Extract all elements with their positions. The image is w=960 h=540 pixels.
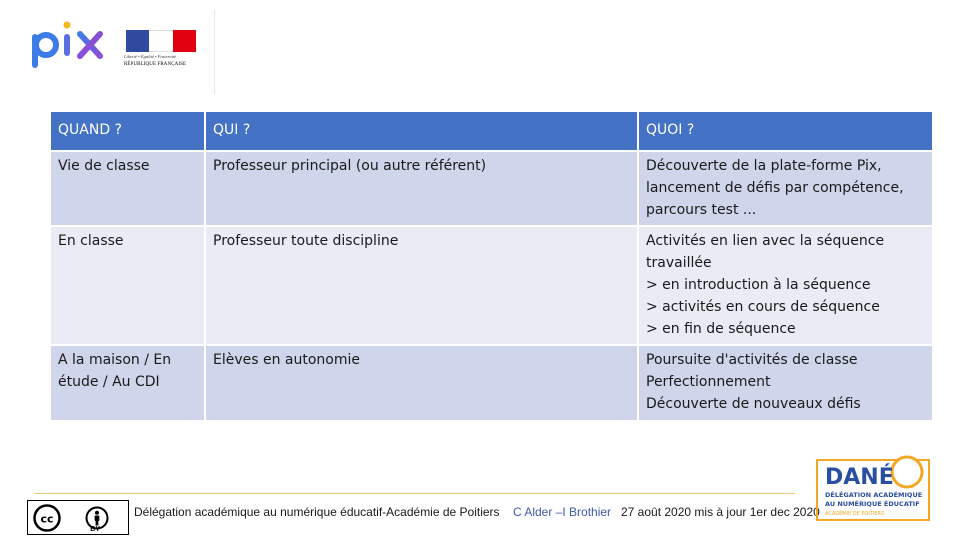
table-row xyxy=(50,226,933,345)
cell-quand: Vie de classe xyxy=(50,151,205,226)
header-divider xyxy=(214,10,215,94)
table-row xyxy=(50,345,933,420)
cc-by-label: BY xyxy=(90,526,100,533)
table-row xyxy=(50,151,933,226)
header-quand: QUAND ? xyxy=(50,111,205,151)
dane-logo-name: DANÉ xyxy=(825,465,894,490)
footer-author: C Alder –I Brothier xyxy=(513,505,612,519)
cell-qui: Elèves en autonomie xyxy=(205,345,638,420)
cell-quoi: Découverte de la plate-forme Pix, lancement de défis par compétence, parcours test ... xyxy=(638,151,933,226)
marianne-logo xyxy=(122,28,198,72)
marianne-caption: RÉPUBLIQUE FRANÇAISE xyxy=(124,62,187,67)
footer-department: Délégation académique au numérique éducatif-Académie de Poitiers xyxy=(134,505,500,519)
marianne-motto: Liberté • Égalité • Fraternité xyxy=(124,54,177,59)
footer-divider xyxy=(35,493,795,494)
cell-quand: A la maison / En étude / Au CDI xyxy=(50,345,205,420)
cc-by-license-badge xyxy=(27,500,129,535)
dane-logo-line2: AU NUMÉRIQUE ÉDUCATIF xyxy=(825,500,920,508)
header-qui: QUI ? xyxy=(205,111,638,151)
footer-date: 27 août 2020 mis à jour 1er dec 2020 xyxy=(621,505,820,519)
french-flag-icon xyxy=(126,30,196,52)
dane-logo-line1: DÉLÉGATION ACADÉMIQUE xyxy=(825,491,923,499)
cell-qui: Professeur principal (ou autre référent) xyxy=(205,151,638,226)
cell-qui: Professeur toute discipline xyxy=(205,226,638,345)
header-quoi: QUOI ? xyxy=(638,111,933,151)
creative-commons-icon xyxy=(33,504,61,532)
pix-logo xyxy=(28,16,108,76)
table-header-row xyxy=(50,111,933,151)
dane-logo xyxy=(815,452,933,524)
dane-logo-line3: ACADÉMIE DE POITIERS xyxy=(825,511,885,517)
cell-quoi: Poursuite d'activités de classe Perfectionnement Découverte de nouveaux défis xyxy=(638,345,933,420)
cell-quand: En classe xyxy=(50,226,205,345)
planning-table xyxy=(49,110,934,422)
svg-text:cc: cc xyxy=(40,512,54,525)
cell-quoi: Activités en lien avec la séquence travaillée > en introduction à la séquence > activités en cours de séquence > en fin de séquence xyxy=(638,226,933,345)
